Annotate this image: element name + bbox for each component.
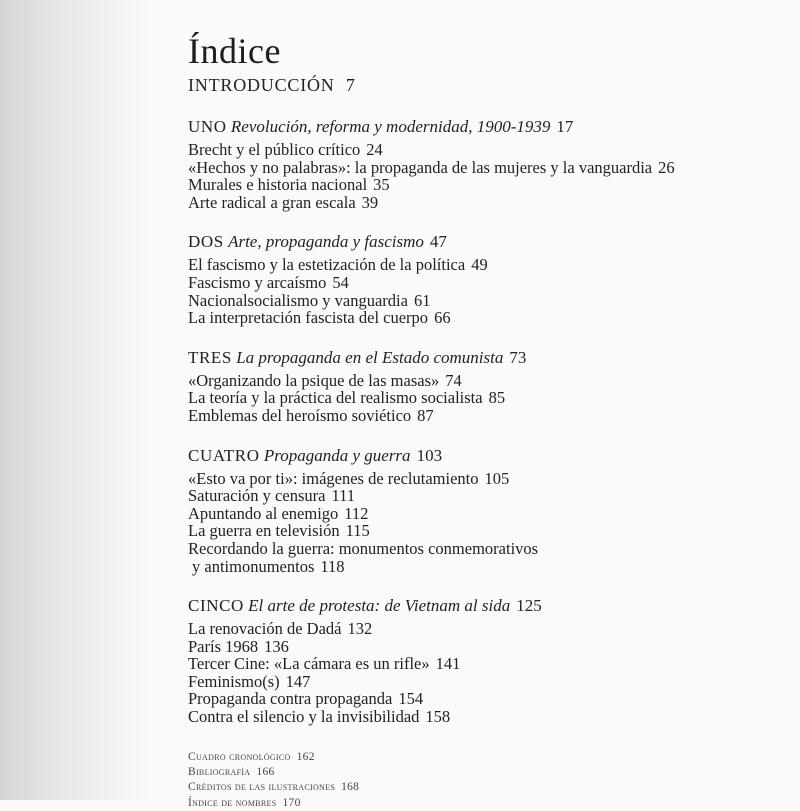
section-page: 54 bbox=[332, 272, 349, 292]
back-matter-entry bbox=[188, 780, 788, 795]
chapter-number: DOS bbox=[188, 232, 224, 252]
section-page: 111 bbox=[331, 486, 355, 506]
intro-label: INTRODUCCIÓN bbox=[188, 75, 335, 95]
chapter-title: Revolución, reforma y modernidad, 1900-1939 bbox=[230, 117, 551, 136]
section-title: Murales e historia nacional bbox=[188, 175, 368, 195]
chapter-number: TRES bbox=[188, 347, 232, 367]
section-page: 158 bbox=[425, 707, 451, 727]
section-title: París 1968 bbox=[188, 636, 259, 656]
section-page: 115 bbox=[345, 521, 370, 541]
chapter-heading bbox=[188, 231, 788, 253]
back-matter-page: 162 bbox=[296, 750, 315, 763]
section-title-continuation: y antimonumentos bbox=[192, 556, 315, 576]
section-page: 87 bbox=[417, 405, 434, 425]
section-entry bbox=[188, 673, 788, 691]
section-entry bbox=[188, 141, 788, 159]
section-list bbox=[188, 141, 788, 211]
section-page: 136 bbox=[264, 636, 289, 656]
intro-page: 7 bbox=[345, 75, 356, 95]
section-title: «Esto va por ti»: imágenes de reclutamiento bbox=[188, 468, 479, 488]
section-title: Brecht y el público crítico bbox=[188, 140, 361, 159]
section-title: La guerra en televisión bbox=[188, 521, 340, 541]
back-matter-title: Bibliografía bbox=[188, 766, 251, 779]
section-list bbox=[188, 372, 788, 425]
section-page: 49 bbox=[471, 255, 488, 275]
back-matter-list bbox=[188, 750, 788, 811]
section-page: 105 bbox=[484, 468, 510, 488]
section-entry bbox=[188, 620, 788, 638]
back-matter-page: 168 bbox=[341, 781, 360, 794]
section-title: Apuntando al enemigo bbox=[188, 503, 339, 523]
section-title: Tercer Cine: «La cámara es un rifle» bbox=[188, 654, 430, 674]
section-page: 141 bbox=[435, 654, 461, 674]
chapter-title: Propaganda y guerra bbox=[263, 445, 411, 465]
intro-entry bbox=[188, 74, 788, 96]
back-matter-title: Índice de nombres bbox=[188, 796, 277, 809]
chapter-heading bbox=[188, 445, 788, 467]
section-entry bbox=[188, 159, 788, 177]
chapter-title: El arte de protesta: de Vietnam al sida bbox=[248, 596, 511, 616]
section-entry-continuation bbox=[188, 558, 788, 576]
section-entry bbox=[188, 176, 788, 194]
chapter-number: CINCO bbox=[188, 596, 244, 616]
section-title: Nacionalsocialismo y vanguardia bbox=[188, 290, 408, 310]
section-page: 26 bbox=[658, 157, 675, 177]
section-entry bbox=[188, 690, 788, 708]
section-entry bbox=[188, 708, 788, 726]
back-matter-entry bbox=[188, 750, 788, 765]
section-list bbox=[188, 470, 788, 576]
section-title: El fascismo y la estetización de la política bbox=[188, 255, 466, 275]
section-title: Recordando la guerra: monumentos conmemorativos bbox=[188, 538, 539, 558]
section-page: 112 bbox=[344, 503, 369, 523]
section-title: «Organizando la psique de las masas» bbox=[188, 370, 440, 390]
chapter-title: Arte, propaganda y fascismo bbox=[228, 232, 424, 252]
back-matter-entry bbox=[188, 765, 788, 780]
section-page: 118 bbox=[320, 556, 345, 576]
section-title: Feminismo(s) bbox=[188, 671, 280, 691]
section-entry bbox=[188, 522, 788, 540]
section-title: Saturación y censura bbox=[188, 486, 326, 506]
chapter-block bbox=[188, 116, 788, 211]
chapter-page: 125 bbox=[516, 596, 542, 616]
section-entry bbox=[188, 407, 788, 425]
page-fold-shadow bbox=[0, 0, 150, 800]
chapter-heading bbox=[188, 116, 788, 138]
section-entry bbox=[188, 292, 788, 310]
chapter-list bbox=[188, 116, 788, 726]
chapter-block bbox=[188, 445, 788, 576]
section-entry bbox=[188, 470, 788, 488]
chapter-page: 103 bbox=[416, 445, 443, 465]
section-page: 24 bbox=[366, 140, 383, 159]
table-of-contents bbox=[188, 30, 788, 811]
chapter-title: La propaganda en el Estado comunista bbox=[236, 347, 504, 367]
section-page: 61 bbox=[413, 290, 431, 310]
back-matter-page: 170 bbox=[282, 796, 301, 809]
section-entry bbox=[188, 487, 788, 505]
section-title: Fascismo y arcaísmo bbox=[188, 272, 327, 292]
section-title: La interpretación fascista del cuerpo bbox=[188, 308, 429, 328]
section-title: Arte radical a gran escala bbox=[188, 192, 356, 212]
section-title: Propaganda contra propaganda bbox=[188, 689, 393, 709]
chapter-page: 73 bbox=[509, 347, 527, 367]
section-entry bbox=[188, 638, 788, 656]
section-page: 147 bbox=[285, 671, 311, 691]
index-title: Índice bbox=[188, 31, 281, 71]
section-entry bbox=[188, 655, 788, 673]
back-matter-title: Cuadro cronológico bbox=[188, 750, 291, 763]
chapter-page: 17 bbox=[556, 117, 574, 136]
section-page: 35 bbox=[373, 175, 390, 195]
section-page: 154 bbox=[398, 689, 424, 709]
section-page: 74 bbox=[445, 370, 462, 390]
section-entry bbox=[188, 389, 788, 407]
section-title: «Hechos y no palabras»: la propaganda de las mujeres y la vanguardia bbox=[188, 157, 653, 177]
section-page: 85 bbox=[488, 388, 506, 408]
back-matter-entry bbox=[188, 796, 788, 811]
section-title: La teoría y la práctica del realismo socialista bbox=[188, 388, 483, 408]
section-entry bbox=[188, 505, 788, 523]
chapter-block bbox=[188, 595, 788, 726]
section-page: 66 bbox=[434, 308, 451, 328]
section-list bbox=[188, 256, 788, 326]
section-title: Contra el silencio y la invisibilidad bbox=[188, 707, 420, 727]
section-entry bbox=[188, 372, 788, 390]
section-title: La renovación de Dadá bbox=[188, 619, 342, 639]
section-entry bbox=[188, 256, 788, 274]
section-title: Emblemas del heroísmo soviético bbox=[188, 405, 412, 425]
section-entry bbox=[188, 309, 788, 327]
chapter-block bbox=[188, 347, 788, 425]
chapter-number: CUATRO bbox=[188, 445, 260, 465]
chapter-number: UNO bbox=[188, 117, 227, 136]
section-page: 132 bbox=[347, 619, 373, 639]
back-matter-page: 166 bbox=[256, 766, 275, 779]
section-page: 39 bbox=[361, 192, 379, 212]
section-entry bbox=[188, 540, 788, 558]
chapter-heading bbox=[188, 595, 788, 617]
section-entry bbox=[188, 194, 788, 212]
section-entry bbox=[188, 274, 788, 292]
chapter-heading bbox=[188, 347, 788, 369]
chapter-page: 47 bbox=[429, 232, 447, 252]
section-list bbox=[188, 620, 788, 726]
chapter-block bbox=[188, 231, 788, 326]
back-matter-title: Créditos de las ilustraciones bbox=[188, 781, 336, 794]
